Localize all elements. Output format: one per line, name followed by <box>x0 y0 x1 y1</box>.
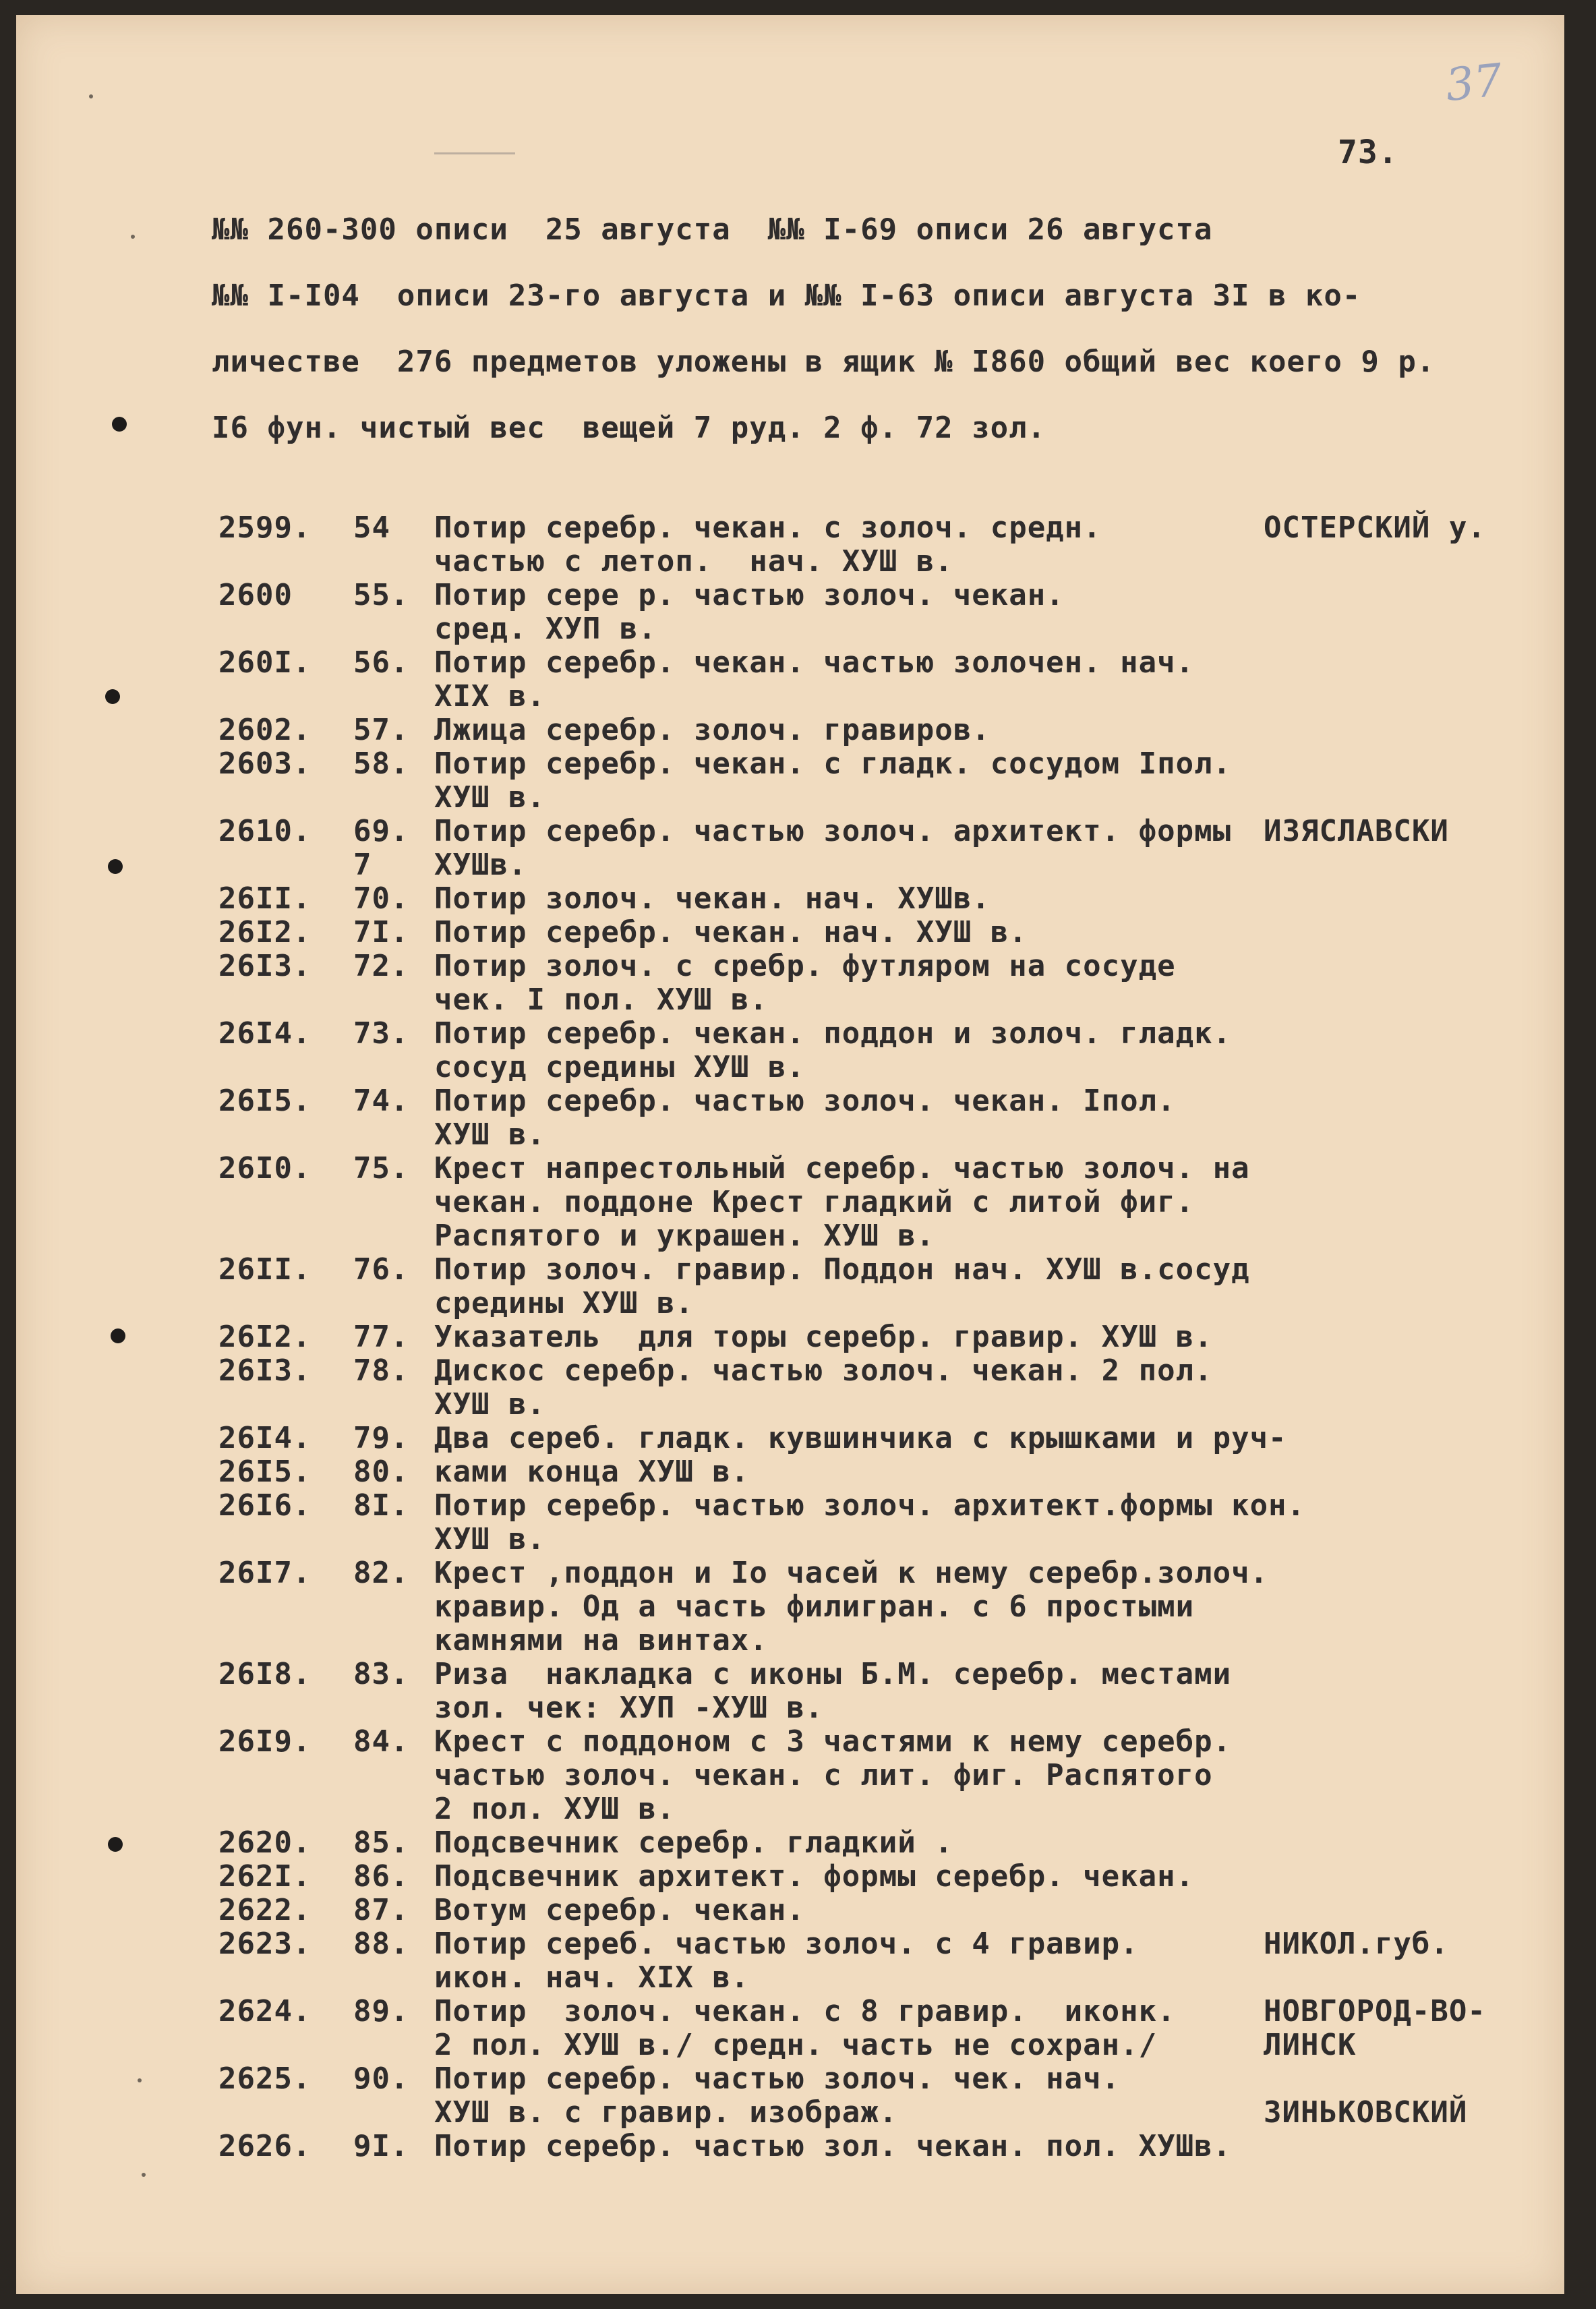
inventory-line <box>16 1051 1564 1084</box>
paper-speck <box>142 2173 146 2177</box>
item-description: Потир серебр. чекан. частью золочен. нач. <box>434 645 1195 680</box>
item-location: ОСТЕРСКИЙ у. <box>1264 510 1486 545</box>
inventory-line <box>16 713 1564 747</box>
inventory-line <box>16 1759 1564 1792</box>
item-description: Потир серебр. чекан. нач. ХУШ в. <box>434 915 1028 949</box>
inventory-line <box>16 680 1564 713</box>
item-index: 78. <box>353 1353 409 1388</box>
item-description: ХУШ в. с гравир. изображ. <box>434 2095 898 2130</box>
inventory-line <box>16 2028 1564 2062</box>
binder-hole <box>105 689 120 704</box>
item-description: Потир сереб. частью золоч. с 4 гравир. <box>434 1927 1139 1961</box>
item-number: 2620. <box>218 1825 312 1860</box>
inventory-line <box>16 1860 1564 1894</box>
item-description: сред. ХУП в. <box>434 612 657 646</box>
item-index: 7 <box>353 848 372 882</box>
item-number: 26I5. <box>218 1455 312 1489</box>
item-description: частью золоч. чекан. с лит. фиг. Распятого <box>434 1758 1213 1792</box>
item-number: 2626. <box>218 2129 312 2163</box>
intro-line: №№ I-I04 описи 23-го августа и №№ I-63 описи августа 3I в ко- <box>212 279 1361 313</box>
intro-line: I6 фун. чистый вес вещей 7 руд. 2 ф. 72 зол. <box>212 411 1046 445</box>
item-description: Указатель для торы серебр. гравир. ХУШ в. <box>434 1320 1213 1354</box>
inventory-line <box>16 1658 1564 1691</box>
item-index: 54 <box>353 510 390 545</box>
inventory-line <box>16 1995 1564 2028</box>
item-description: сосуд средины ХУШ в. <box>434 1050 805 1084</box>
inventory-line <box>16 1152 1564 1186</box>
inventory-line <box>16 1219 1564 1253</box>
inventory-line <box>16 1489 1564 1523</box>
item-index: 84. <box>353 1724 409 1759</box>
item-number: 26I3. <box>218 1353 312 1388</box>
item-description: ХУШ в. <box>434 1522 545 1556</box>
item-description: Потир серебр. частью золоч. чек. нач. <box>434 2062 1121 2096</box>
item-index: 72. <box>353 949 409 983</box>
inventory-line <box>16 983 1564 1017</box>
inventory-line <box>16 2096 1564 2130</box>
item-index: 74. <box>353 1084 409 1118</box>
inventory-line <box>16 2130 1564 2163</box>
item-index: 70. <box>353 881 409 916</box>
item-index: 69. <box>353 814 409 848</box>
item-number: 260I. <box>218 645 312 680</box>
item-index: 82. <box>353 1556 409 1590</box>
item-number: 26I2. <box>218 1320 312 1354</box>
item-index: 56. <box>353 645 409 680</box>
item-index: 79. <box>353 1421 409 1455</box>
item-description: Подсвечник архитект. формы серебр. чекан. <box>434 1859 1195 1894</box>
inventory-line <box>16 848 1564 882</box>
item-number: 26I4. <box>218 1016 312 1051</box>
item-description: Крест ,поддон и Iо часей к нему серебр.золоч. <box>434 1556 1269 1590</box>
inventory-line <box>16 2062 1564 2096</box>
item-description: Риза накладка с иконы Б.М. серебр. местами <box>434 1657 1232 1691</box>
item-number: 26I3. <box>218 949 312 983</box>
inventory-line <box>16 1826 1564 1860</box>
item-number: 26I7. <box>218 1556 312 1590</box>
item-index: 73. <box>353 1016 409 1051</box>
intro-line: №№ 260-300 описи 25 августа №№ I-69 описи 26 августа <box>212 212 1213 247</box>
item-description: Подсвечник серебр. гладкий . <box>434 1825 953 1860</box>
item-number: 2610. <box>218 814 312 848</box>
item-description: XIX в. <box>434 679 545 713</box>
inventory-line <box>16 882 1564 916</box>
item-index: 85. <box>353 1825 409 1860</box>
item-index: 58. <box>353 747 409 781</box>
item-description: ками конца ХУШ в. <box>434 1455 750 1489</box>
item-description: зол. чек: ХУП -ХУШ в. <box>434 1691 824 1725</box>
item-index: 89. <box>353 1994 409 2028</box>
item-description: Потир золоч. с сребр. футляром на сосуде <box>434 949 1176 983</box>
inventory-line <box>16 949 1564 983</box>
item-number: 26I6. <box>218 1488 312 1523</box>
inventory-line <box>16 1388 1564 1422</box>
item-description: Крест с поддоном с 3 частями к нему серебр. <box>434 1724 1232 1759</box>
inventory-line <box>16 545 1564 579</box>
item-description: Распятого и украшен. ХУШ в. <box>434 1219 935 1253</box>
inventory-line <box>16 1017 1564 1051</box>
inventory-line <box>16 646 1564 680</box>
archive-folio-number: 37 <box>1443 53 1505 112</box>
item-description: Крест напрестольный серебр. частью золоч. на <box>434 1151 1250 1186</box>
inventory-line <box>16 1118 1564 1152</box>
item-number: 2624. <box>218 1994 312 2028</box>
inventory-line <box>16 1624 1564 1658</box>
binder-hole <box>111 1328 125 1343</box>
item-index: 76. <box>353 1252 409 1287</box>
item-index: 57. <box>353 713 409 747</box>
inventory-line <box>16 1523 1564 1556</box>
item-description: частью с летоп. нач. ХУШ в. <box>434 544 953 579</box>
binder-hole <box>108 859 123 874</box>
item-number: 2625. <box>218 2062 312 2096</box>
item-description: Потир серебр. чекан. поддон и золоч. гладк. <box>434 1016 1232 1051</box>
item-number: 26I9. <box>218 1724 312 1759</box>
item-description: 2 пол. ХУШ в./ средн. часть не сохран./ <box>434 2028 1158 2062</box>
item-index: 90. <box>353 2062 409 2096</box>
item-number: 26II. <box>218 881 312 916</box>
item-index: 55. <box>353 578 409 612</box>
inventory-line <box>16 1354 1564 1388</box>
item-description: Потир серебр. частью зол. чекан. пол. ХУШв. <box>434 2129 1232 2163</box>
inventory-line <box>16 579 1564 612</box>
item-description: кравир. Од а часть филигран. с 6 простыми <box>434 1589 1195 1624</box>
item-description: чекан. поддоне Крест гладкий с литой фиг. <box>434 1185 1195 1219</box>
inventory-line <box>16 1320 1564 1354</box>
item-description: ХУШ в. <box>434 1117 545 1152</box>
item-number: 2622. <box>218 1893 312 1927</box>
item-number: 26I4. <box>218 1421 312 1455</box>
inventory-line <box>16 916 1564 949</box>
item-description: Потир серебр. частью золоч. архитект.формы кон. <box>434 1488 1306 1523</box>
item-description: ХУШ в. <box>434 780 545 815</box>
item-description: ХУШв. <box>434 848 527 882</box>
item-description: Дискос серебр. частью золоч. чекан. 2 пол. <box>434 1353 1213 1388</box>
page-number: 73. <box>1338 134 1398 171</box>
item-location: ЛИНСК <box>1264 2028 1357 2062</box>
item-number: 2600 <box>218 578 293 612</box>
inventory-line <box>16 511 1564 545</box>
item-number: 26II. <box>218 1252 312 1287</box>
inventory-line <box>16 1961 1564 1995</box>
item-number: 2602. <box>218 713 312 747</box>
inventory-line <box>16 612 1564 646</box>
item-index: 86. <box>353 1859 409 1894</box>
item-description: 2 пол. ХУШ в. <box>434 1792 676 1826</box>
inventory-list <box>16 511 1564 2163</box>
item-index: 87. <box>353 1893 409 1927</box>
item-location: НОВГОРОД-ВО- <box>1264 1994 1486 2028</box>
item-description: Потир сере р. частью золоч. чекан. <box>434 578 1065 612</box>
item-index: 7I. <box>353 915 409 949</box>
item-description: Лжица серебр. золоч. гравиров. <box>434 713 991 747</box>
item-number: 26I5. <box>218 1084 312 1118</box>
item-description: Потир серебр. частью золоч. архитект. формы <box>434 814 1232 848</box>
item-index: 75. <box>353 1151 409 1186</box>
item-index: 9I. <box>353 2129 409 2163</box>
inventory-line <box>16 781 1564 815</box>
inventory-line <box>16 747 1564 781</box>
item-index: 80. <box>353 1455 409 1489</box>
inventory-line <box>16 1792 1564 1826</box>
item-description: камнями на винтах. <box>434 1623 768 1658</box>
inventory-line <box>16 1084 1564 1118</box>
item-index: 83. <box>353 1657 409 1691</box>
item-description: икон. нач. XIX в. <box>434 1960 750 1995</box>
item-location: ЗИНЬКОВСКИЙ <box>1264 2095 1468 2130</box>
item-description: средины ХУШ в. <box>434 1286 694 1320</box>
item-number: 262I. <box>218 1859 312 1894</box>
inventory-line <box>16 1186 1564 1219</box>
item-number: 2603. <box>218 747 312 781</box>
item-description: Потир золоч. чекан. нач. ХУШв. <box>434 881 991 916</box>
item-number: 26I2. <box>218 915 312 949</box>
item-index: 77. <box>353 1320 409 1354</box>
inventory-line <box>16 1590 1564 1624</box>
paper-speck <box>138 2078 142 2082</box>
item-description: Два сереб. гладк. кувшинчика с крышками и руч- <box>434 1421 1287 1455</box>
inventory-line <box>16 1422 1564 1455</box>
item-location: НИКОЛ.губ. <box>1264 1927 1449 1961</box>
inventory-line <box>16 1894 1564 1927</box>
binder-hole <box>108 1837 123 1852</box>
inventory-line <box>16 1691 1564 1725</box>
inventory-line <box>16 1927 1564 1961</box>
item-index: 8I. <box>353 1488 409 1523</box>
item-description: ХУШ в. <box>434 1387 545 1422</box>
item-number: 26I8. <box>218 1657 312 1691</box>
paper-speck <box>89 94 93 98</box>
item-number: 2623. <box>218 1927 312 1961</box>
inventory-line <box>16 1725 1564 1759</box>
item-description: Потир серебр. чекан. с золоч. средн. <box>434 510 1102 545</box>
inventory-line <box>16 1287 1564 1320</box>
paper-speck <box>131 235 135 239</box>
item-description: Потир золоч. чекан. с 8 гравир. иконк. <box>434 1994 1176 2028</box>
item-number: 26I0. <box>218 1151 312 1186</box>
binder-hole <box>112 417 127 432</box>
item-description: Потир золоч. гравир. Поддон нач. ХУШ в.сосуд <box>434 1252 1250 1287</box>
item-description: Потир серебр. частью золоч. чекан. Iпол. <box>434 1084 1176 1118</box>
item-number: 2599. <box>218 510 312 545</box>
archive-page <box>16 15 1564 2294</box>
intro-line: личестве 276 предметов уложены в ящик № I860 общий вес коего 9 р. <box>212 345 1436 379</box>
inventory-line <box>16 815 1564 848</box>
inventory-line <box>16 1556 1564 1590</box>
intro-paragraph <box>212 197 1554 461</box>
inventory-line <box>16 1455 1564 1489</box>
item-description: Потир серебр. чекан. с гладк. сосудом Iпол. <box>434 747 1232 781</box>
inventory-line <box>16 1253 1564 1287</box>
pencil-dash <box>434 152 515 154</box>
item-description: чек. I пол. ХУШ в. <box>434 983 768 1017</box>
item-description: Вотум серебр. чекан. <box>434 1893 805 1927</box>
item-index: 88. <box>353 1927 409 1961</box>
item-location: ИЗЯСЛАВСКИ <box>1264 814 1449 848</box>
